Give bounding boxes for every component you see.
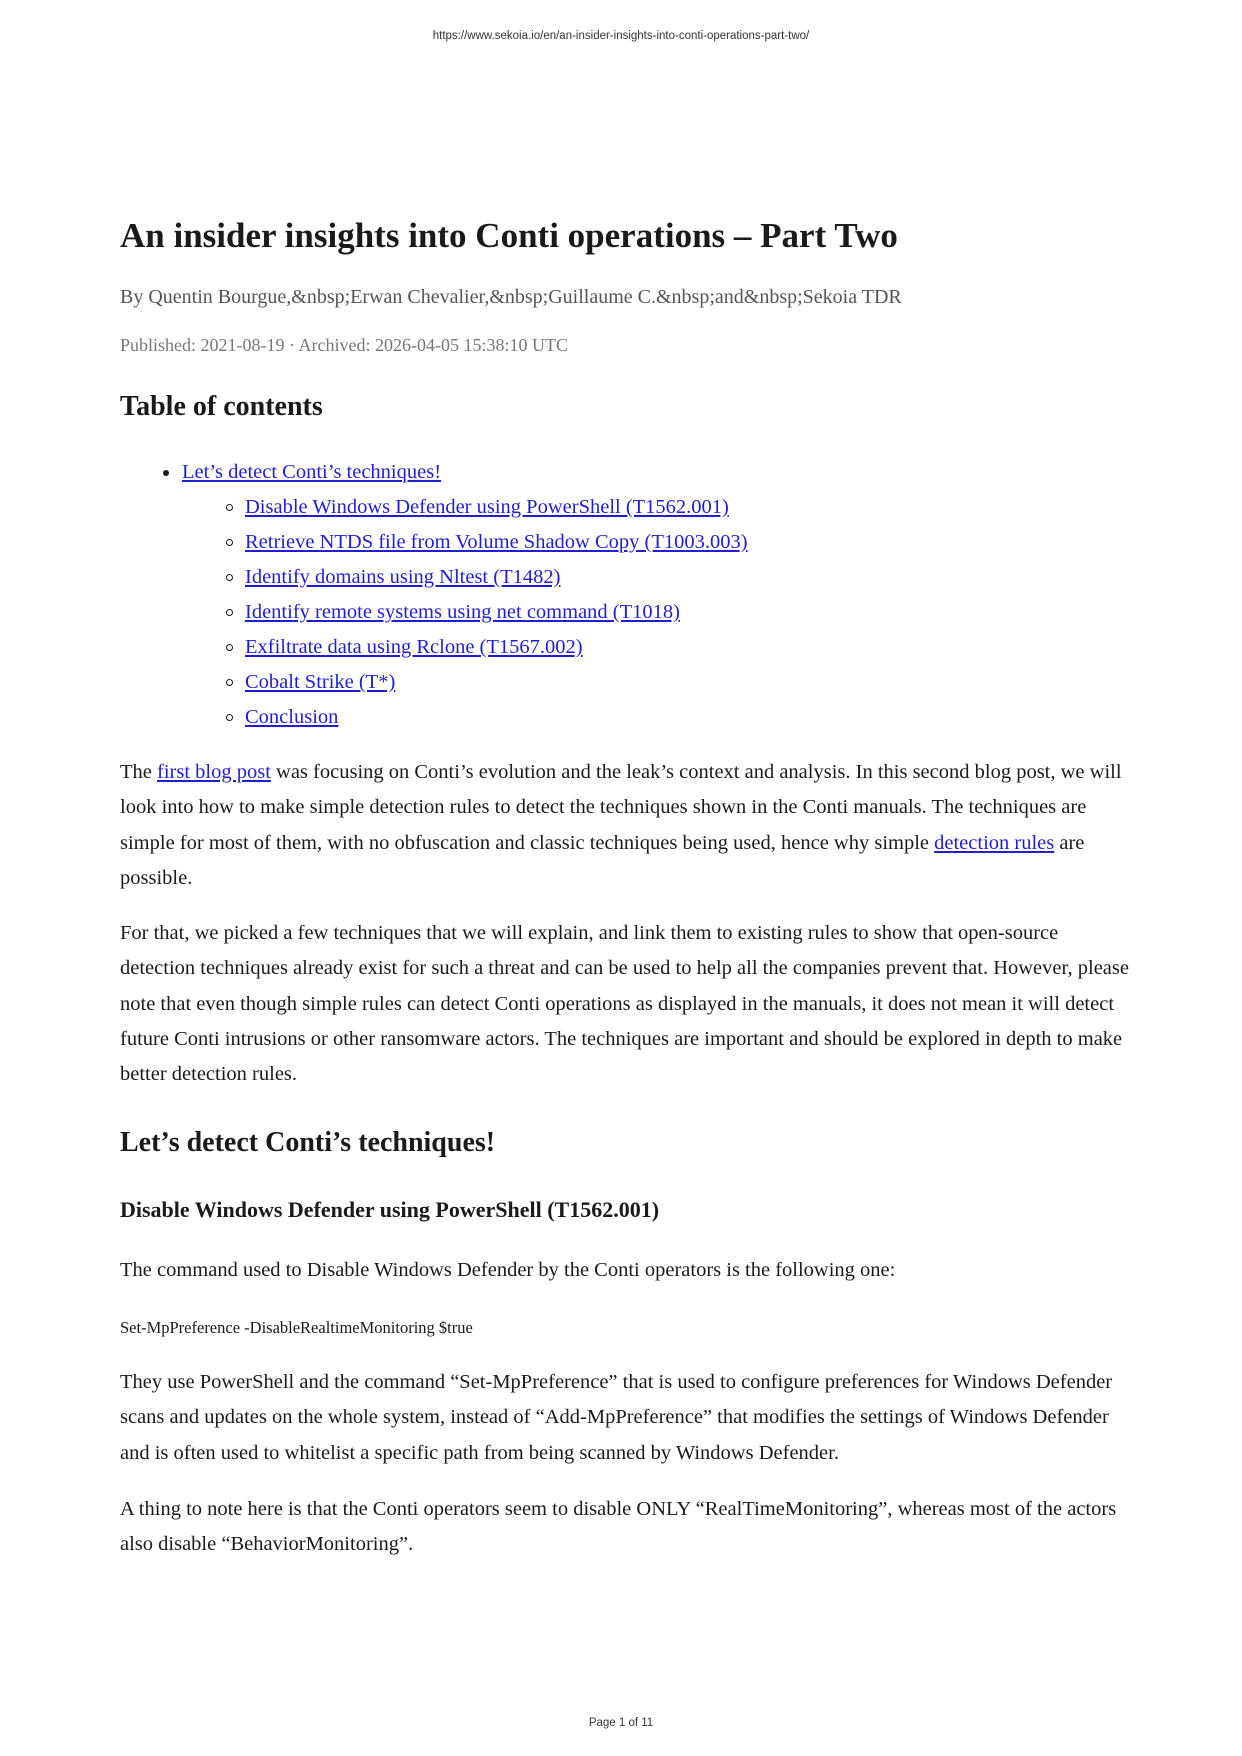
toc-link-nltest[interactable]: Identify domains using Nltest (T1482) [245,566,561,588]
body-paragraph: A thing to note here is that the Conti operators seem to disable ONLY “RealTimeMonitoring”, whereas most of the actors also disable “BehaviorMonitoring”. [120,1497,1117,1556]
toc-subitem [182,630,1130,665]
toc-link-conclusion[interactable]: Conclusion [245,706,339,728]
toc-heading: Table of contents [120,391,323,422]
toc-subitem [182,665,1130,700]
toc-subitem [182,700,1130,735]
intro-text-suffix: are possible. [120,831,1085,889]
article-meta: Published: 2021-08-19 · Archived: 2026-04-05 15:38:10 UTC [120,335,568,355]
toc-subitem [182,595,1130,630]
toc-link-cobalt-strike[interactable]: Cobalt Strike (T*) [245,671,396,693]
toc-subitem [182,490,1130,525]
body-paragraph: For that, we picked a few techniques that we will explain, and link them to existing rules to show that open-source detection techniques already exist for such a threat and can be used to help all the companies prevent that. However, please note that even though simple rules can detect Conti operations as displayed in the manuals, it does not mean it will detect future Conti intrusions or other ransomware actors. The techniques are important and should be explored in depth to make better detection rules. [120,922,1129,1086]
toc-link-disable-defender[interactable]: Disable Windows Defender using PowerShell (T1562.001) [245,496,729,518]
first-blog-post-link[interactable]: first blog post [157,761,271,783]
toc-link-net-command[interactable]: Identify remote systems using net command (T1018) [245,601,680,623]
article-byline: By Quentin Bourgue,&nbsp;Erwan Chevalier,&nbsp;Guillaume C.&nbsp;and&nbsp;Sekoia TDR [120,286,902,308]
code-snippet: Set-MpPreference -DisableRealtimeMonitoring $true [120,1317,473,1337]
intro-text-prefix: The [120,761,157,783]
section-heading: Let’s detect Conti’s techniques! [120,1126,496,1158]
body-paragraph: They use PowerShell and the command “Set-MpPreference” that is used to configure preferences for Windows Defender scans and updates on the whole system, instead of “Add-MpPreference” that modifies the settings of Windows Defender and is often used to whitelist a specific path from being scanned by Windows Defender. [120,1370,1113,1464]
toc-link-retrieve-ntds[interactable]: Retrieve NTDS file from Volume Shadow Copy (T1003.003) [245,531,748,553]
detection-rules-link[interactable]: detection rules [934,831,1055,854]
article-content [120,212,1130,1562]
page-url-header: https://www.sekoia.io/en/an-insider-insights-into-conti-operations-part-two/ [432,30,810,42]
intro-paragraph [120,755,1130,896]
body-paragraph: The command used to Disable Windows Defender by the Conti operators is the following one: [120,1258,896,1281]
toc-subitem [182,560,1130,595]
page-number: Page 1 of 11 [588,1717,654,1729]
toc-sublist [182,490,1130,735]
toc-subitem [182,525,1130,560]
subsection-heading: Disable Windows Defender using PowerShell (T1562.001) [120,1196,660,1222]
toc-link-rclone[interactable]: Exfiltrate data using Rclone (T1567.002) [245,636,583,658]
article-title: An insider insights into Conti operations – Part Two [120,216,898,255]
table-of-contents [120,455,1130,735]
toc-item [120,455,1130,735]
toc-link-detect-techniques[interactable]: Let’s detect Conti’s techniques! [182,461,442,483]
intro-text-middle: was focusing on Conti’s evolution and the leak’s context and analysis. In this second blog post, we will look into how to make simple detection rules to detect the techniques shown in the Conti manuals. The techniques are simple for most of them, with no obfuscation and classic techniques being used, hence why simple [120,761,1122,854]
